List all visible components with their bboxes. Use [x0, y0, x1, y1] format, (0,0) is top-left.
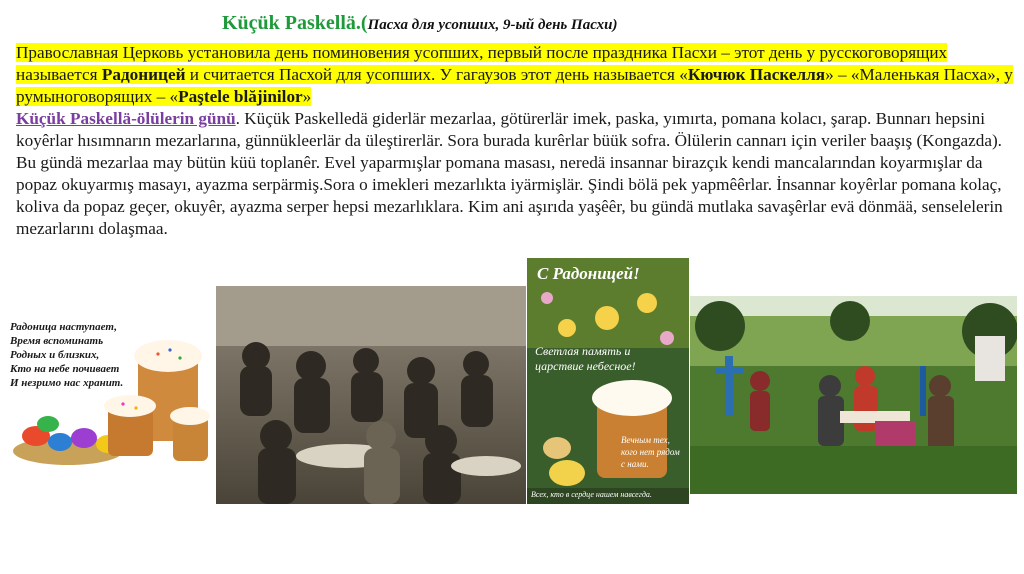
card-text-line: царствие небесное! — [535, 359, 636, 373]
poem-line: Время вспоминать — [10, 335, 104, 347]
ru-text-1: Православная Церковь установила день поминовения усопших, первый после праздника Пасхи – этот день у русскоговорящих называется — [16, 43, 948, 84]
ru-text-4: » — [302, 87, 312, 106]
poem-line: Радоница наступает, — [10, 321, 117, 333]
ru-bold-kyuchyuk: Кючюк Паскелля — [687, 65, 826, 84]
card-text-line: кого нет рядом — [621, 447, 680, 457]
title-main: Küçük Paskellä. — [222, 12, 361, 34]
page-title — [222, 12, 618, 35]
main-paragraph — [16, 42, 1016, 240]
radonitsa-card — [527, 258, 689, 504]
card-text-line: Светлая память и — [535, 344, 631, 358]
title-subtitle: Пасха для усопших, 9-ый день Пасхи) — [367, 17, 618, 33]
poem-line: Кто на небе почивает — [10, 363, 120, 375]
poem-line: И незримо нас хранит. — [10, 377, 124, 389]
ru-bold-radonitsa: Радоницей — [101, 65, 186, 84]
card-footer: Всех, кто в сердце нашем навсегда. — [531, 490, 652, 499]
title-paren: ( — [360, 12, 368, 34]
poem-line: Родных и близких, — [10, 349, 100, 361]
gagauz-text: . Küçük Paskelledä giderlär mezarlaa, götürerlär imek, paska, yımırta, pomana kolacı, şarap. Bunnarı hepsini koyêrlar hısımnarın mezarlarına, günnükleerlär da üleştirerlär. Sora burada kurêrlar büük sofra. Ölülerin cannarı için veriler baaşış (Kongazda). Bu gündä mezarlaa may bütün küü toplanêr. Evel yaparmışlar pomana masası, neredä insannar birazçık kendi mancalarından koyarmışlar da popaz okuyarmış masayı, ayazma serpärmiş.Sora o imekleri mezarlıkta iyärmişlär. Şindi bölä pek yapmêêrlar. İnsannar koyêrlar pomana kolaç, koliva da popaz geçer, okuyêr, ayazma serper hepsi mezarlıklara. Kim ani aşırıda yaşêêr, bu gündä mutlaka savaşêrlar evä dönmää, senselelerin mezarlarını dolaşmaa. — [16, 109, 1003, 238]
historical-photo — [216, 286, 526, 504]
ru-text-3: » – «Маленькая Пасха», у румыноговорящих – « — [16, 65, 1013, 106]
card-text-line: Вечным тех, — [621, 435, 670, 445]
holiday-link[interactable]: Küçük Paskellä-ölülerin günü — [16, 109, 236, 128]
card-title: С Радоницей! — [537, 264, 640, 283]
ru-text-2: и считается Пасхой для усопших. У гагаузов этот день называется « — [185, 65, 688, 84]
easter-cakes-image — [8, 316, 214, 474]
ru-bold-pastele: Paştele blăjinilor — [178, 87, 303, 106]
cemetery-photo — [690, 296, 1017, 494]
card-text-line: с нами. — [621, 459, 649, 469]
